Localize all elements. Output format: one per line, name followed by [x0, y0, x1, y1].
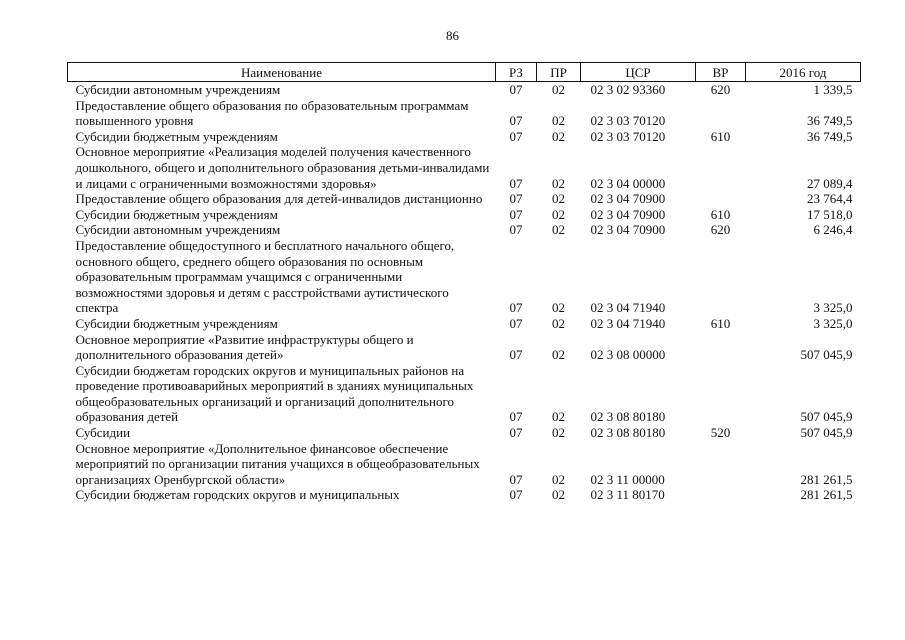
- row-rz: 07: [509, 315, 523, 331]
- row-pr: 02: [552, 471, 565, 487]
- row-vr: 520: [710, 425, 731, 441]
- row-vr: [696, 98, 746, 129]
- row-pr: 02: [552, 191, 565, 207]
- row-vr: 620: [710, 222, 731, 238]
- row-amount: 507 045,9: [800, 409, 853, 425]
- row-name: Основное мероприятие «Реализация моделей получения качественного дошкольного, общего и дополнительного образования детьми-инвалидами и лицами с ограниченными возможностями здоровья»: [75, 144, 490, 191]
- row-amount: 3 325,0: [813, 300, 853, 316]
- row-name: Основное мероприятие «Дополнительное финансовое обеспечение мероприятий по организации питания учащихся в общеобразовательных организациях Оренбургской области»: [75, 440, 480, 487]
- row-name: Предоставление общего образования для детей-инвалидов дистанционно: [75, 191, 483, 207]
- row-pr: 02: [552, 113, 565, 129]
- row-name: Предоставление общедоступного и бесплатного начального общего, основного общего, среднего общего образования по основным образовательным программам учащимся с ограниченными возможностями здоровья и детям с расстройствами аутистического спектра: [75, 237, 455, 316]
- row-amount: 507 045,9: [800, 425, 853, 441]
- table-row: [68, 191, 861, 207]
- row-csr: 02 3 04 71940: [590, 300, 666, 316]
- row-pr: 02: [552, 409, 565, 425]
- row-vr: 620: [710, 82, 731, 97]
- row-rz: 07: [509, 113, 523, 129]
- row-vr: [696, 441, 746, 488]
- row-rz: 07: [509, 471, 523, 487]
- row-rz: 07: [509, 128, 523, 144]
- row-name: Субсидии бюджетным учреждениям: [75, 315, 278, 331]
- row-amount: 27 089,4: [807, 175, 853, 191]
- row-pr: 02: [552, 300, 565, 316]
- table-body: [68, 82, 861, 504]
- row-rz: 07: [509, 487, 523, 503]
- column-header-csr: ЦСР: [581, 63, 696, 82]
- row-pr: 02: [552, 128, 565, 144]
- row-rz: 07: [509, 409, 523, 425]
- row-csr: 02 3 04 00000: [590, 175, 666, 191]
- row-amount: 1 339,5: [813, 82, 853, 97]
- row-amount: 3 325,0: [813, 315, 853, 331]
- column-header-name: Наименование: [68, 63, 496, 82]
- row-rz: 07: [509, 347, 523, 363]
- row-pr: 02: [552, 206, 565, 222]
- column-header-vr: ВР: [696, 63, 746, 82]
- table-row: [68, 98, 861, 129]
- table-row: [68, 316, 861, 332]
- table-row: [68, 363, 861, 425]
- row-csr: 02 3 08 00000: [590, 347, 666, 363]
- table-row: [68, 82, 861, 98]
- table-row: [68, 425, 861, 441]
- table-row: [68, 207, 861, 223]
- row-vr: 610: [710, 315, 731, 331]
- row-name: Субсидии автономным учреждениям: [75, 222, 281, 238]
- row-csr: 02 3 04 70900: [590, 222, 666, 238]
- row-pr: 02: [552, 347, 565, 363]
- row-csr: 02 3 04 71940: [590, 315, 666, 331]
- table-row: [68, 238, 861, 316]
- row-name: Субсидии бюджетам городских округов и муниципальных районов на проведение противоаварийных мероприятий в зданиях муниципальных общеобразовательных организаций и организаций дополнительного образования детей: [75, 362, 474, 425]
- row-pr: 02: [552, 425, 565, 441]
- row-name: Предоставление общего образования по образовательным программам повышенного уровня: [75, 97, 469, 129]
- row-csr: 02 3 04 70900: [590, 206, 666, 222]
- row-name: Субсидии бюджетным учреждениям: [75, 206, 278, 222]
- row-pr: 02: [552, 487, 565, 503]
- row-name: Субсидии: [75, 425, 131, 441]
- row-name: Субсидии автономным учреждениям: [75, 82, 281, 97]
- row-rz: 07: [509, 175, 523, 191]
- row-csr: 02 3 08 80180: [590, 425, 666, 441]
- row-amount: 6 246,4: [813, 222, 853, 238]
- row-vr: 610: [710, 206, 731, 222]
- row-amount: 17 518,0: [807, 206, 853, 222]
- row-vr: [696, 238, 746, 316]
- row-csr: 02 3 03 70120: [590, 128, 666, 144]
- row-vr: [696, 144, 746, 191]
- row-vr: [696, 487, 746, 503]
- table-row: [68, 487, 861, 503]
- row-rz: 07: [509, 300, 523, 316]
- row-pr: 02: [552, 315, 565, 331]
- table-header: [68, 63, 861, 82]
- column-header-rz: РЗ: [496, 63, 537, 82]
- row-amount: 36 749,5: [807, 128, 853, 144]
- row-amount: 36 749,5: [807, 113, 853, 129]
- row-rz: 07: [509, 82, 523, 97]
- row-rz: 07: [509, 222, 523, 238]
- row-amount: 281 261,5: [800, 487, 853, 503]
- row-csr: 02 3 11 80170: [590, 487, 665, 503]
- page-number: 86: [446, 28, 459, 43]
- table-row: [68, 129, 861, 145]
- row-rz: 07: [509, 425, 523, 441]
- table-row: [68, 332, 861, 363]
- column-header-year: 2016 год: [746, 63, 861, 82]
- row-vr: 610: [710, 128, 731, 144]
- row-vr: [696, 191, 746, 207]
- row-pr: 02: [552, 82, 565, 97]
- row-name: Основное мероприятие «Развитие инфраструктуры общего и дополнительного образования детей»: [75, 331, 414, 363]
- row-vr: [696, 363, 746, 425]
- row-vr: [696, 332, 746, 363]
- row-pr: 02: [552, 222, 565, 238]
- budget-table: [67, 62, 861, 503]
- table-row: [68, 441, 861, 488]
- row-csr: 02 3 08 80180: [590, 409, 666, 425]
- row-name: Субсидии бюджетным учреждениям: [75, 128, 278, 144]
- row-amount: 281 261,5: [800, 471, 853, 487]
- row-amount: 23 764,4: [807, 191, 853, 207]
- row-csr: 02 3 03 70120: [590, 113, 666, 129]
- row-name: Субсидии бюджетам городских округов и муниципальных: [75, 487, 400, 503]
- row-csr: 02 3 11 00000: [590, 471, 665, 487]
- row-amount: 507 045,9: [800, 347, 853, 363]
- row-csr: 02 3 02 93360: [590, 82, 666, 97]
- row-rz: 07: [509, 191, 523, 207]
- table-row: [68, 222, 861, 238]
- table-row: [68, 144, 861, 191]
- column-header-pr: ПР: [537, 63, 581, 82]
- row-csr: 02 3 04 70900: [590, 191, 666, 207]
- row-rz: 07: [509, 206, 523, 222]
- row-pr: 02: [552, 175, 565, 191]
